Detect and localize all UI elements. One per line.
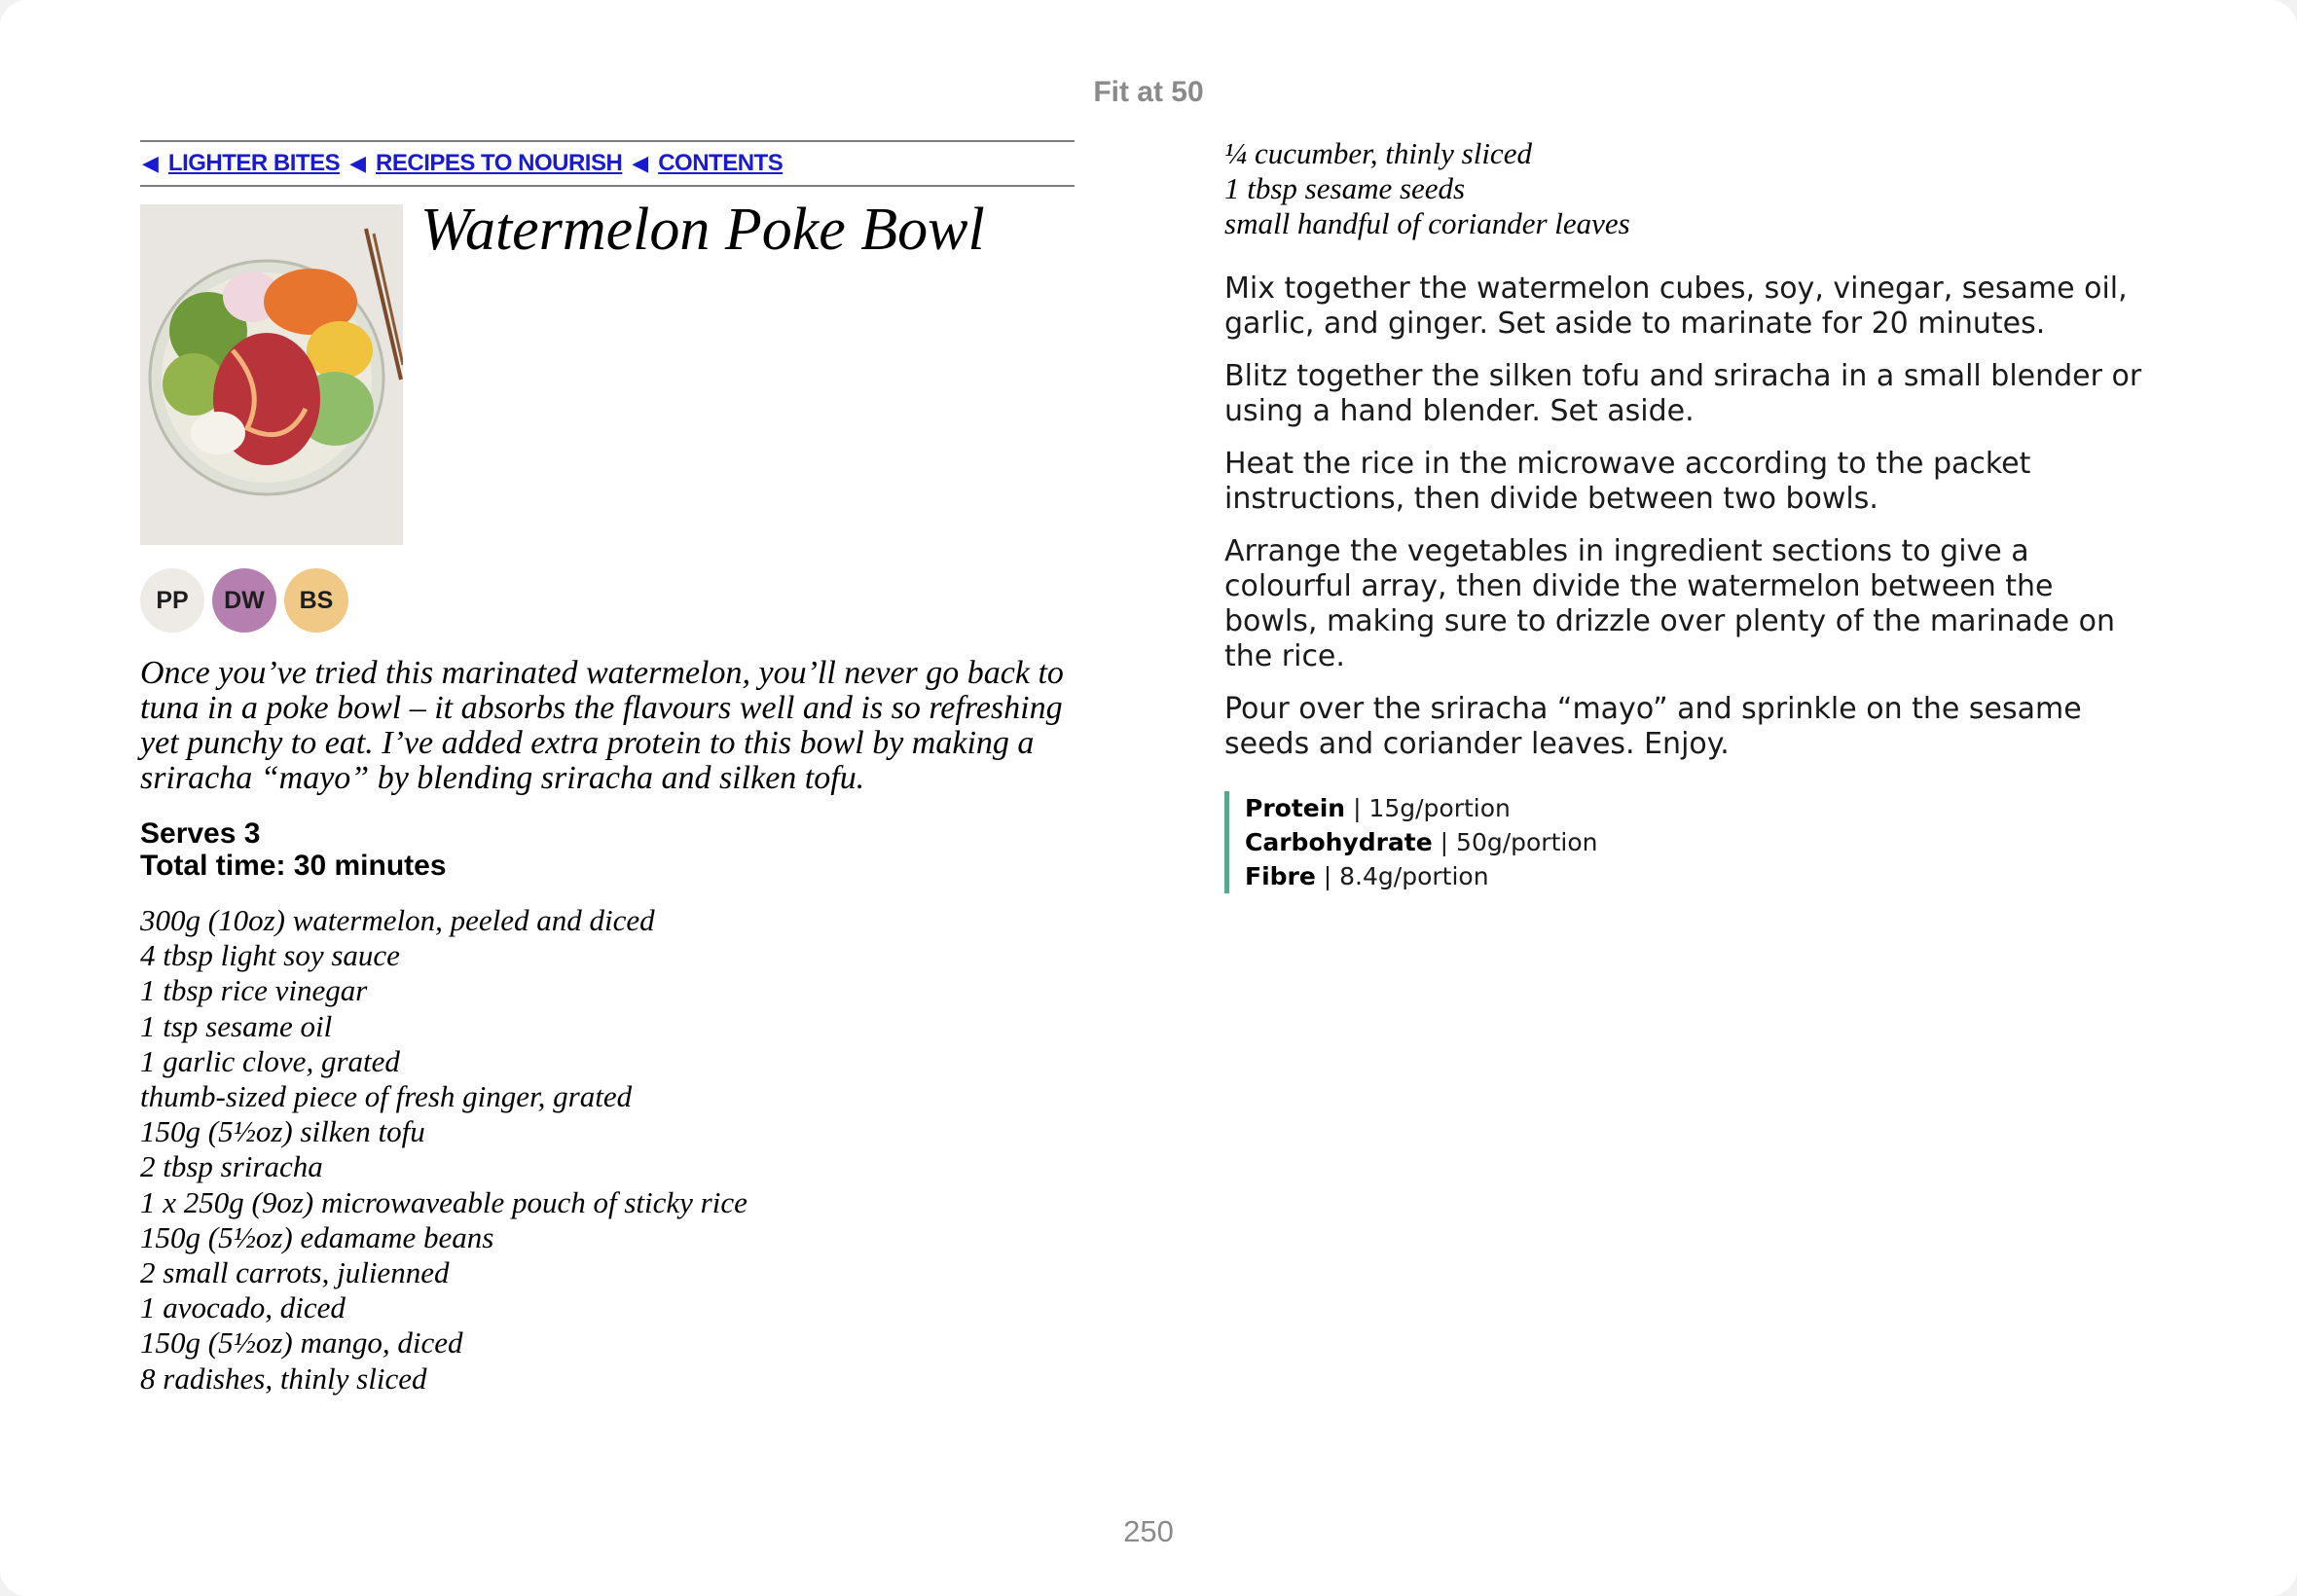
ingredient-item: 2 tbsp sriracha [140,1149,323,1184]
ingredient-item: 1 tbsp rice vinegar [140,973,368,1008]
page-number: 250 [1123,1514,1174,1548]
recipe-photo[interactable] [140,204,403,545]
right-column [1224,136,2149,893]
nav-link-contents[interactable]: CONTENTS [658,150,784,176]
method-step: Heat the rice in the microwave according to the packet instructions, then divide between two bowls. [1224,446,2031,516]
nav-link-recipes-to-nourish[interactable]: RECIPES TO NOURISH [376,150,623,176]
total-time-text: Total time: 30 minutes [140,850,447,882]
ingredient-item: ¼ cucumber, thinly sliced [1224,136,1532,170]
nutrition-box [1224,791,2149,893]
ingredient-item: 1 x 250g (9oz) microwaveable pouch of sticky rice [140,1184,747,1219]
ingredient-list-continued [1224,136,2149,242]
nav-link-lighter-bites[interactable]: LIGHTER BITES [167,150,341,176]
breadcrumb-nav [140,142,1075,185]
running-head: Fit at 50 [1093,76,1204,108]
badge-dw: DW [212,568,276,633]
ingredient-item: 150g (5½oz) edamame beans [140,1219,494,1254]
ingredient-item: 150g (5½oz) silken tofu [140,1114,425,1149]
method-steps [1224,272,2149,762]
back-arrow-icon: ◀ [349,151,367,175]
badge-pp: PP [140,568,204,633]
method-step: Blitz together the silken tofu and sriracha in a small blender or using a hand blender. Set aside. [1224,358,2142,428]
ingredient-item: 1 garlic clove, grated [140,1043,400,1078]
ingredient-item: 1 tsp sesame oil [140,1008,333,1043]
diet-badges [140,568,1075,633]
nutrition-row-fibre: Fibre | 8.4g/portion [1245,861,1489,890]
method-step: Arrange the vegetables in ingredient sections to give a colourful array, then divide the watermelon between the bowls, making sure to drizzle over plenty of the marinade on the rice. [1224,533,2116,673]
back-arrow-icon: ◀ [632,151,649,175]
ingredient-item: small handful of coriander leaves [1224,206,1630,241]
badge-bs: BS [284,568,348,633]
method-step: Mix together the watermelon cubes, soy, vinegar, sesame oil, garlic, and ginger. Set aside to marinate for 20 minutes. [1224,271,2128,341]
nutrition-row-protein: Protein | 15g/portion [1245,793,1511,822]
ingredient-item: 4 tbsp light soy sauce [140,938,400,973]
serves-text: Serves 3 [140,817,261,850]
back-arrow-icon: ◀ [142,151,159,175]
ingredient-item: 1 tbsp sesame seeds [1224,171,1466,206]
recipe-intro: Once you’ve tried this marinated watermelon, you’ll never go back to tuna in a poke bowl – it absorbs the flavours well and is so refreshing yet punchy to eat. I’ve added extra protein to this bowl by making a sriracha “mayo” by blending sriracha and silken tofu. [140,655,1064,796]
ingredient-item: 1 avocado, diced [140,1290,346,1325]
nutrition-row-carbohydrate: Carbohydrate | 50g/portion [1245,827,1598,856]
ingredient-item: 150g (5½oz) mango, diced [140,1325,463,1360]
ingredient-item: 300g (10oz) watermelon, peeled and diced [140,903,655,937]
ingredient-item: thumb-sized piece of fresh ginger, grated [140,1079,633,1114]
ingredient-item: 2 small carrots, julienned [140,1255,450,1290]
ingredient-list [140,903,1075,1396]
method-step: Pour over the sriracha “mayo” and sprinkle on the sesame seeds and coriander leaves. Enjoy. [1224,691,2082,761]
left-column [140,140,1075,1396]
recipe-meta [140,817,1075,882]
poke-bowl-image [140,204,403,545]
recipe-header [140,197,1075,545]
ingredient-item: 8 radishes, thinly sliced [140,1360,427,1396]
recipe-title: Watermelon Poke Bowl [420,197,985,263]
nav-bottom-rule [140,185,1075,187]
